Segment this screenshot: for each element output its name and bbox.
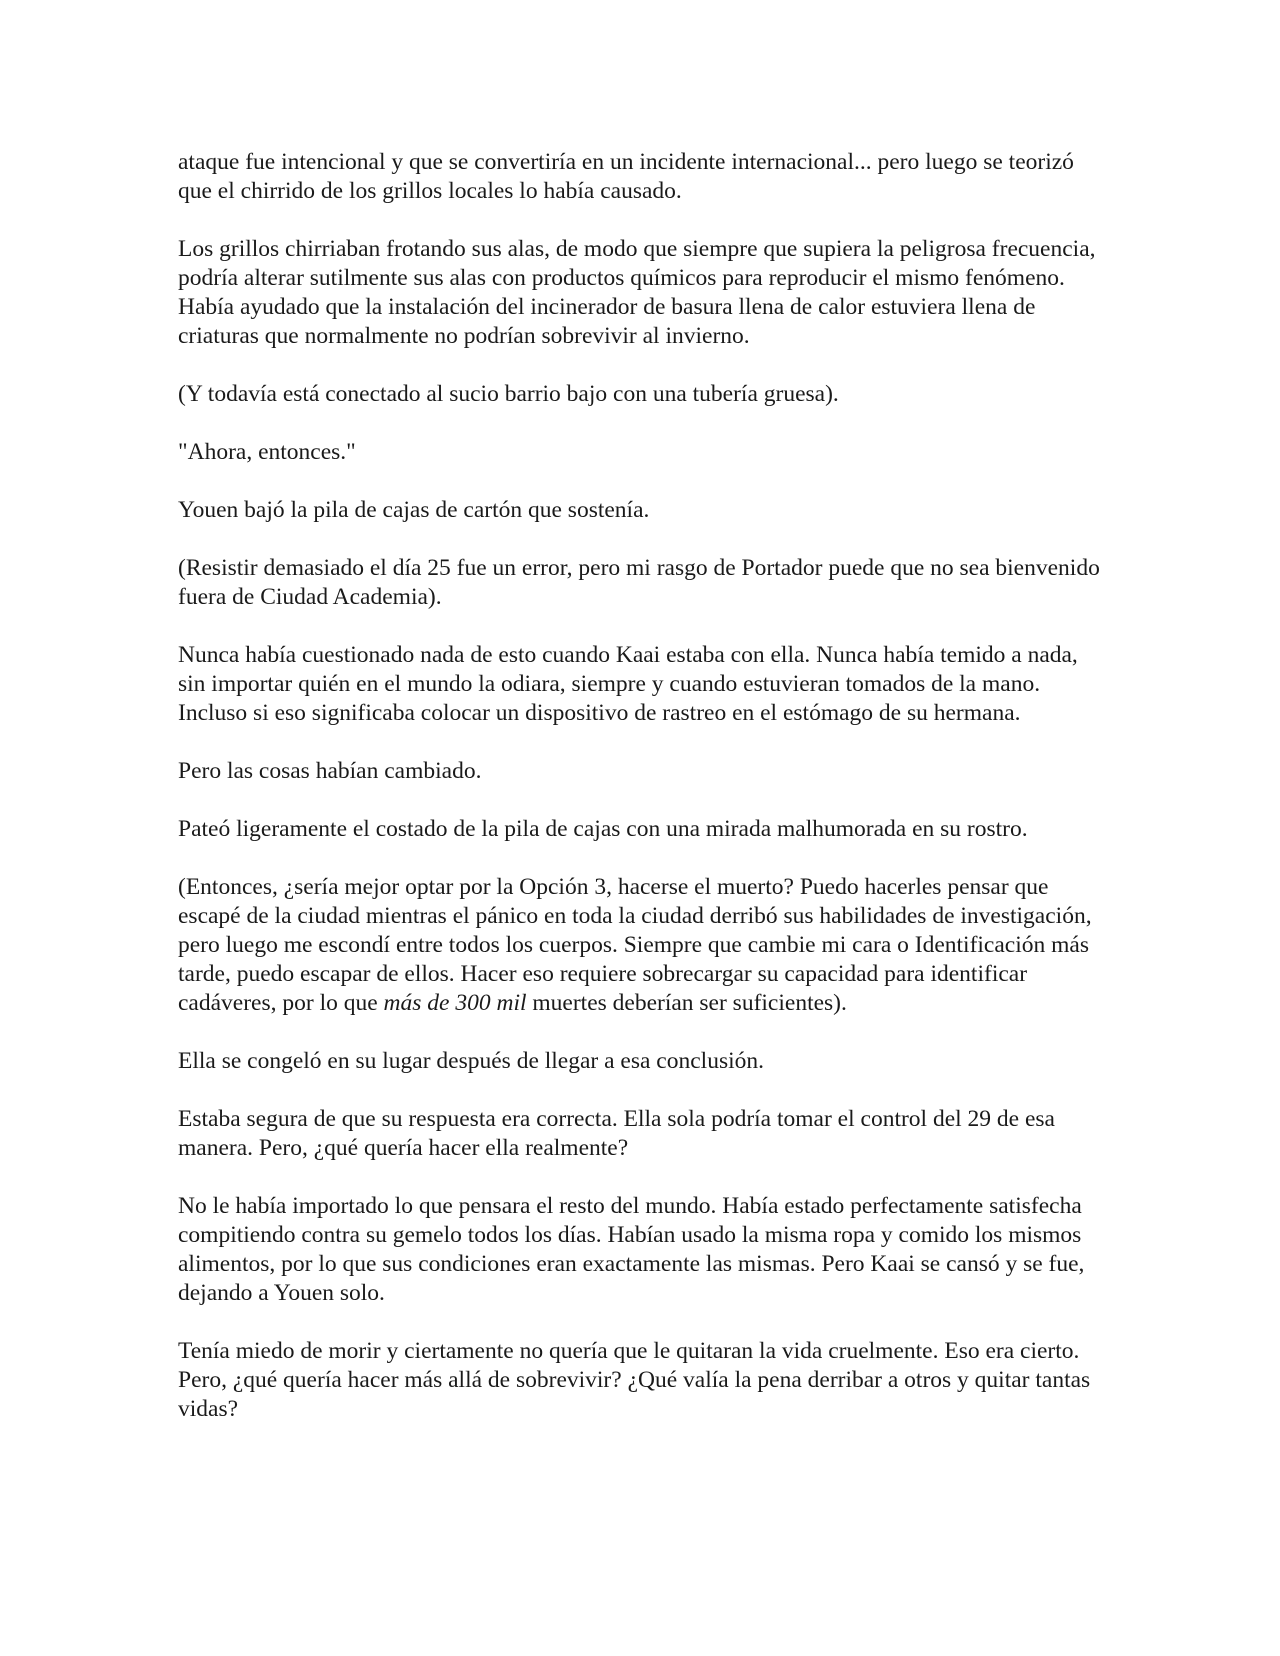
paragraph: Pateó ligeramente el costado de la pila de cajas con una mirada malhumorada en su rostro. xyxy=(178,816,1028,842)
paragraph: Estaba segura de que su respuesta era correcta. Ella sola podría tomar el control del 29 de esa manera. Pero, ¿qué quería hacer ella realmente? xyxy=(178,1106,1055,1161)
paragraph: Pero las cosas habían cambiado. xyxy=(178,758,482,784)
emphasized-text: más de 300 mil xyxy=(383,990,527,1016)
paragraph: Nunca había cuestionado nada de esto cuando Kaai estaba con ella. Nunca había temido a nada, sin importar quién en el mundo la odiara, siempre y cuando estuvieran tomados de la mano. Incluso si eso significaba colocar un dispositivo de rastreo en el estómago de su hermana. xyxy=(178,642,1078,726)
paragraph xyxy=(178,873,1108,1018)
paragraph: "Ahora, entonces." xyxy=(178,439,356,465)
paragraph: ataque fue intencional y que se convertiría en un incidente internacional... pero luego se teorizó que el chirrido de los grillos locales lo había causado. xyxy=(178,149,1074,204)
paragraph: No le había importado lo que pensara el resto del mundo. Había estado perfectamente satisfecha compitiendo contra su gemelo todos los días. Habían usado la misma ropa y comido los mismos alimentos, por lo que sus condiciones eran exactamente las mismas. Pero Kaai se cansó y se fue, dejando a Youen solo. xyxy=(178,1193,1085,1306)
paragraph: (Resistir demasiado el día 25 fue un error, pero mi rasgo de Portador puede que no sea bienvenido fuera de Ciudad Academia). xyxy=(178,555,1100,610)
paragraph-text: muertes deberían ser suficientes). xyxy=(526,990,847,1016)
document-body xyxy=(178,148,1108,1424)
paragraph: (Y todavía está conectado al sucio barrio bajo con una tubería gruesa). xyxy=(178,381,839,407)
paragraph: Tenía miedo de morir y ciertamente no quería que le quitaran la vida cruelmente. Eso era cierto. Pero, ¿qué quería hacer más allá de sobrevivir? ¿Qué valía la pena derribar a otros y quitar tantas vidas? xyxy=(178,1338,1091,1422)
paragraph: Ella se congeló en su lugar después de llegar a esa conclusión. xyxy=(178,1048,764,1074)
paragraph: Los grillos chirriaban frotando sus alas, de modo que siempre que supiera la peligrosa frecuencia, podría alterar sutilmente sus alas con productos químicos para reproducir el mismo fenómeno. Había ayudado que la instalación del incinerador de basura llena de calor estuviera llena de criaturas que normalmente no podrían sobrevivir al invierno. xyxy=(178,236,1096,349)
paragraph: Youen bajó la pila de cajas de cartón que sostenía. xyxy=(178,497,650,523)
paragraph-text: (Entonces, ¿sería mejor optar por la Opción 3, hacerse el muerto? Puedo hacerles pensar que escapé de la ciudad mientras el pánico en toda la ciudad derribó sus habilidades de investigación, pero luego me escondí entre todos los cuerpos. Siempre que cambie mi cara o Identificación más tarde, puedo escapar de ellos. Hacer eso requiere sobrecargar su capacidad para identificar cadáveres, por lo que xyxy=(178,874,1092,1016)
